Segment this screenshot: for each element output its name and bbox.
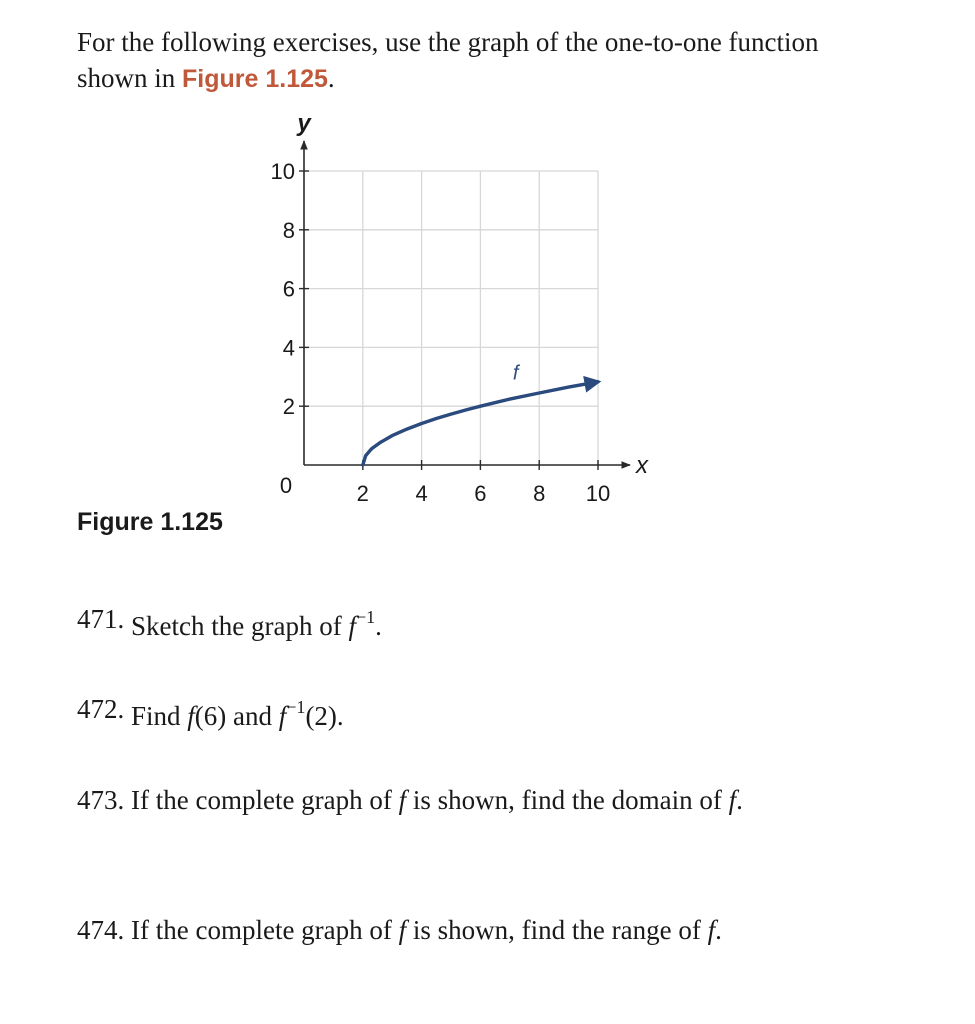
exercise-text: Sketch the graph of [131,611,349,641]
function-symbol: f [398,785,407,815]
exercise-text: (2). [305,701,344,731]
y-axis-label: y [297,110,311,137]
function-symbol: f [707,915,716,945]
figure-reference-link[interactable]: Figure 1.125 [182,65,328,93]
exercise-text: (6) and [194,701,279,731]
inverse-superscript: −1 [355,607,376,627]
origin-label: 0 [279,473,293,498]
x-tick-label: 2 [356,481,369,505]
y-tick-label: 2 [282,394,295,420]
exercise-number: 471. [77,604,125,634]
exercise-number: 472. [77,694,125,724]
exercise-text: . [715,915,722,945]
intro-paragraph [77,24,837,97]
function-symbol: f [278,701,287,731]
intro-text-after: . [327,63,335,93]
y-tick-label: 4 [282,335,295,361]
exercise-number: 474. [77,915,125,945]
exercise-text: Find [131,701,188,731]
exercise-471 [77,604,837,648]
exercise-text: . [736,785,743,815]
exercise-472 [77,694,837,738]
exercise-text: is shown, find the range of [406,915,708,945]
figure-caption: Figure 1.125 [77,508,223,536]
function-symbol: f [348,611,356,641]
x-tick-label: 4 [415,481,428,505]
exercise-473 [77,778,837,822]
function-graph [240,105,660,505]
y-tick-label: 8 [282,217,295,243]
x-tick-label: 6 [474,481,487,505]
exercise-text: . [375,611,382,641]
function-symbol: f [187,701,195,731]
y-tick-label: 6 [282,276,295,302]
exercise-474 [77,908,837,952]
inverse-superscript: −1 [286,697,306,717]
function-symbol: f [398,915,407,945]
exercise-text: If the complete graph of [131,785,399,815]
exercise-text: is shown, find the domain of [406,785,729,815]
x-tick-label: 8 [533,481,546,505]
y-tick-label: 10 [270,159,295,184]
x-tick-label: 10 [585,481,611,505]
x-axis-label: x [636,452,648,479]
exercise-text: If the complete graph of [131,915,399,945]
intro-text-before: For the following exercises, use the graph of the one-to-one function shown in [77,27,819,93]
function-symbol: f [728,785,737,815]
curve-label-f: f [512,362,519,385]
exercise-number: 473. [77,785,125,815]
